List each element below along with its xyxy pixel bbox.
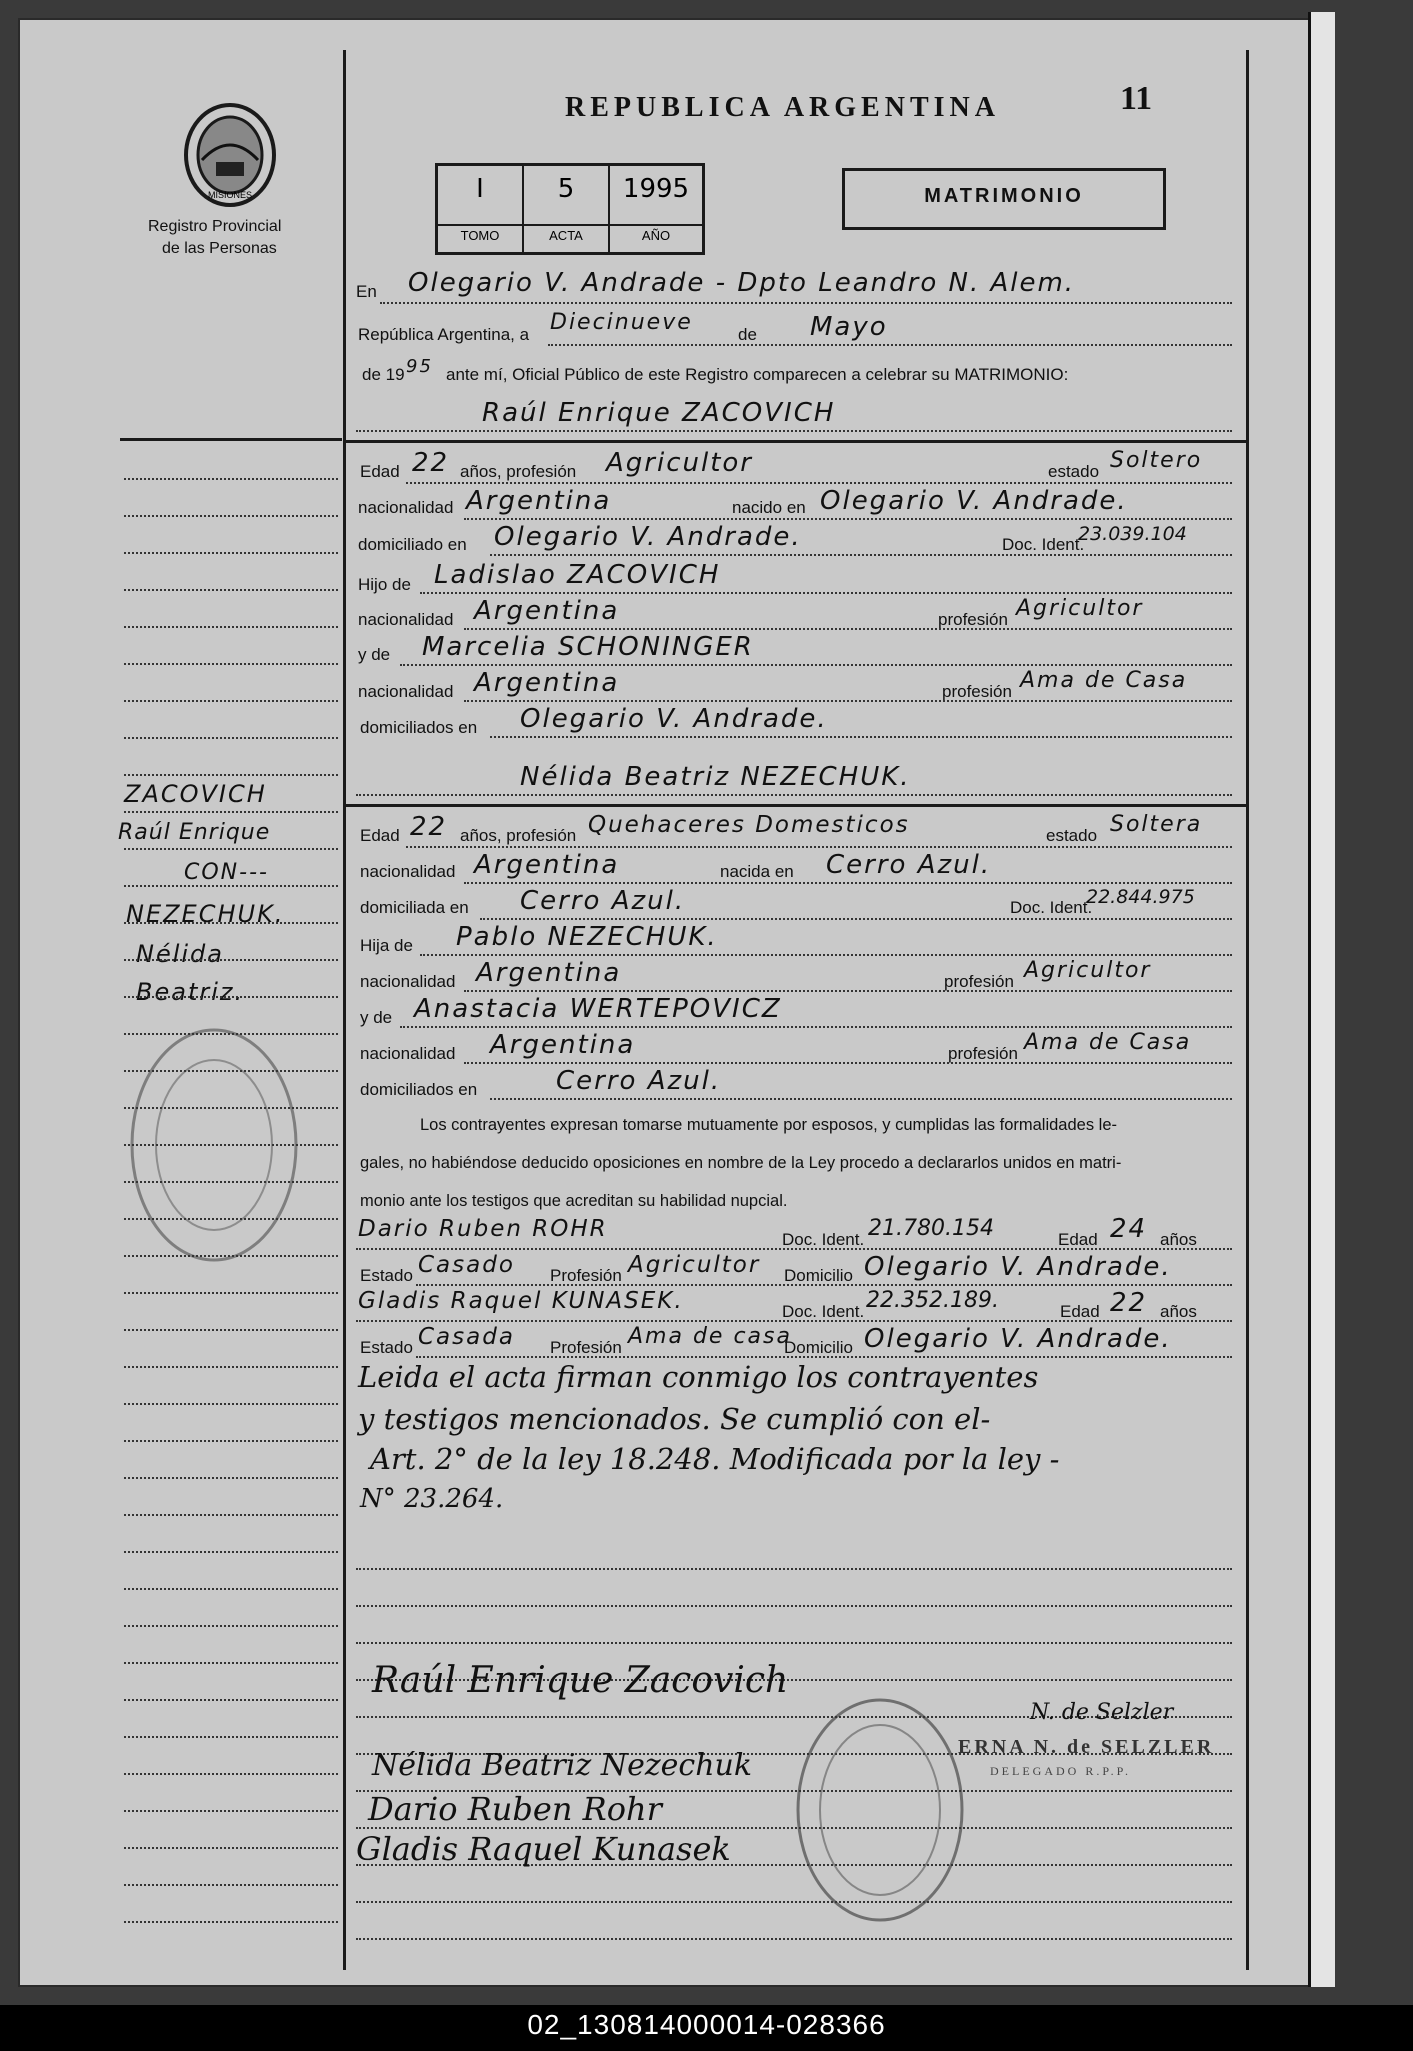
dotted-line bbox=[490, 1098, 1232, 1100]
dotted-line bbox=[124, 848, 338, 850]
groom-padre-nac-label: nacionalidad bbox=[358, 610, 454, 629]
margin-note-line4: NEZECHUK. bbox=[126, 900, 285, 928]
bride-padre-nac-label: nacionalidad bbox=[360, 972, 456, 991]
acta-cell bbox=[524, 166, 610, 252]
acta-box bbox=[435, 163, 705, 255]
right-column-rule bbox=[1246, 50, 1249, 1970]
dotted-line bbox=[356, 1320, 1232, 1322]
groom-edad-label: Edad bbox=[360, 462, 400, 481]
dotted-line bbox=[416, 1356, 1232, 1358]
bride-doc: 22.844.975 bbox=[1086, 886, 1195, 908]
provincial-seal-icon bbox=[180, 100, 280, 210]
dotted-line bbox=[124, 700, 338, 702]
dotted-line bbox=[124, 1662, 338, 1664]
dotted-line bbox=[400, 1026, 1232, 1028]
bride-padre-nac: Argentina bbox=[476, 958, 622, 988]
groom-madre-prof: Ama de Casa bbox=[1020, 668, 1188, 693]
bride-madre-prof-label: profesión bbox=[948, 1044, 1018, 1063]
dotted-line bbox=[124, 1588, 338, 1590]
dotted-line bbox=[124, 663, 338, 665]
dotted-line bbox=[356, 1568, 1232, 1570]
groom-padre-prof-label: profesión bbox=[938, 610, 1008, 629]
register-page bbox=[18, 18, 1312, 1987]
bride-estado: Soltera bbox=[1110, 812, 1203, 837]
day-value: Diecinueve bbox=[550, 310, 693, 335]
witness2-estado: Casada bbox=[418, 1324, 515, 1350]
bride-profesion-label: años, profesión bbox=[460, 826, 577, 845]
witness1-edad: 24 bbox=[1110, 1214, 1148, 1244]
dotted-line bbox=[420, 592, 1232, 594]
dotted-line bbox=[356, 1642, 1232, 1644]
bride-madre-nac: Argentina bbox=[490, 1030, 636, 1060]
bride-yde-label: y de bbox=[360, 1008, 393, 1027]
folio-number: 11 bbox=[1120, 80, 1153, 117]
section-rule bbox=[346, 440, 1246, 443]
dotted-line bbox=[356, 1248, 1232, 1250]
dotted-line bbox=[124, 1329, 338, 1331]
dotted-line bbox=[124, 959, 338, 961]
dotted-line bbox=[124, 1514, 338, 1516]
groom-doc-label: Doc. Ident. bbox=[1002, 535, 1085, 554]
dotted-line bbox=[124, 1440, 338, 1442]
dotted-line bbox=[464, 882, 1232, 884]
bride-nacionalidad: Argentina bbox=[474, 850, 620, 880]
declaration-line2: gales, no habiéndose deducido oposiciones en nombre de la Ley procedo a declararlos unidos en matri- bbox=[360, 1154, 1122, 1172]
dotted-line bbox=[124, 1884, 338, 1886]
dotted-line bbox=[124, 1921, 338, 1923]
groom-nacionalidad: Argentina bbox=[466, 486, 612, 516]
witness2-signature: Gladis Raquel Kunasek bbox=[356, 1830, 731, 1868]
margin-note-line5: Nélida bbox=[136, 940, 224, 968]
groom-madre-nac-label: nacionalidad bbox=[358, 682, 454, 701]
dotted-line bbox=[464, 990, 1232, 992]
witness2-doc-label: Doc. Ident. bbox=[782, 1302, 865, 1321]
bride-madre-prof: Ama de Casa bbox=[1024, 1030, 1192, 1055]
dotted-line bbox=[480, 918, 1232, 920]
bride-nacida-label: nacida en bbox=[720, 862, 794, 881]
dotted-line bbox=[406, 482, 1232, 484]
note-line3: Art. 2° de la ley 18.248. Modificada por la ley - bbox=[370, 1442, 1060, 1476]
witness1-estado-label: Estado bbox=[360, 1266, 413, 1285]
ano-label: AÑO bbox=[641, 228, 671, 243]
witness2-domicilio: Olegario V. Andrade. bbox=[864, 1324, 1172, 1354]
declaration-line3: monio ante los testigos que acreditan su habilidad nupcial. bbox=[360, 1192, 788, 1210]
dotted-line bbox=[124, 922, 338, 924]
witness2-edad: 22 bbox=[1110, 1288, 1148, 1318]
witness1-prof-label: Profesión bbox=[550, 1266, 622, 1285]
witness1-edad-label: Edad bbox=[1058, 1230, 1098, 1249]
ano-value: 1995 bbox=[622, 174, 690, 204]
note-line4: N° 23.264. bbox=[360, 1484, 504, 1514]
ano-cell bbox=[610, 166, 702, 252]
dotted-line bbox=[124, 515, 338, 517]
bride-edad-label: Edad bbox=[360, 826, 400, 845]
groom-doc: 23.039.104 bbox=[1078, 523, 1187, 545]
dotted-line bbox=[490, 554, 1232, 556]
bride-signature: Nélida Beatriz Nezechuk bbox=[372, 1748, 753, 1783]
witness1-signature: Dario Ruben Rohr bbox=[368, 1790, 662, 1828]
officer-stamp-title: DELEGADO R.P.P. bbox=[990, 1764, 1132, 1778]
witness2-estado-label: Estado bbox=[360, 1338, 413, 1357]
dotted-line bbox=[124, 1292, 338, 1294]
image-id: 02_130814000014-028366 bbox=[527, 2009, 886, 2040]
act-type: MATRIMONIO bbox=[924, 185, 1084, 207]
witness2-name: Gladis Raquel KUNASEK. bbox=[358, 1288, 684, 1314]
witness1-domicilio: Olegario V. Andrade. bbox=[864, 1252, 1172, 1282]
witness1-anos-label: años bbox=[1160, 1230, 1197, 1249]
dotted-line bbox=[548, 344, 1232, 346]
groom-nacido: Olegario V. Andrade. bbox=[820, 486, 1128, 516]
act-type-box bbox=[842, 168, 1166, 230]
bride-padre-prof-label: profesión bbox=[944, 972, 1014, 991]
bride-padres-dom-label: domiciliados en bbox=[360, 1080, 478, 1099]
dotted-line bbox=[124, 1403, 338, 1405]
bride-madre: Anastacia WERTEPOVICZ bbox=[414, 994, 782, 1024]
dotted-line bbox=[124, 1736, 338, 1738]
dotted-line bbox=[490, 736, 1232, 738]
witness1-profesion: Agricultor bbox=[628, 1252, 761, 1278]
groom-nacido-label: nacido en bbox=[732, 498, 806, 517]
groom-domicilio: Olegario V. Andrade. bbox=[494, 522, 802, 552]
witness2-anos-label: años bbox=[1160, 1302, 1197, 1321]
witness2-prof-label: Profesión bbox=[550, 1338, 622, 1357]
groom-name: Raúl Enrique ZACOVICH bbox=[482, 398, 836, 428]
bride-padres-dom: Cerro Azul. bbox=[556, 1066, 722, 1096]
tomo-cell bbox=[438, 166, 524, 252]
witness1-dom-label: Domicilio bbox=[784, 1266, 853, 1285]
acta-value: 5 bbox=[557, 174, 575, 204]
groom-profesion: Agricultor bbox=[606, 448, 753, 478]
groom-padre-prof: Agricultor bbox=[1016, 596, 1144, 621]
tomo-value: I bbox=[476, 174, 484, 204]
dotted-line bbox=[464, 518, 1232, 520]
acta-label: ACTA bbox=[549, 228, 583, 243]
groom-padre-nac: Argentina bbox=[474, 596, 620, 626]
dotted-line bbox=[356, 1938, 1232, 1940]
note-line2: y testigos mencionados. Se cumplió con el- bbox=[358, 1402, 991, 1436]
witness1-doc-label: Doc. Ident. bbox=[782, 1230, 865, 1249]
bride-dom-label: domiciliada en bbox=[360, 898, 469, 917]
declaration-line1: Los contrayentes expresan tomarse mutuamente por esposos, y cumplidas las formalidades le- bbox=[420, 1116, 1118, 1134]
bride-estado-label: estado bbox=[1046, 826, 1098, 845]
en-label: En bbox=[356, 282, 377, 301]
month-value: Mayo bbox=[810, 312, 888, 342]
dotted-line bbox=[124, 811, 338, 813]
groom-padre: Ladislao ZACOVICH bbox=[434, 560, 721, 590]
witness2-edad-label: Edad bbox=[1060, 1302, 1100, 1321]
dotted-line bbox=[406, 846, 1232, 848]
dotted-line bbox=[124, 1107, 338, 1109]
tomo-label: TOMO bbox=[460, 228, 500, 243]
dotted-line bbox=[124, 996, 338, 998]
witness1-name: Dario Ruben ROHR bbox=[358, 1216, 608, 1242]
dotted-line bbox=[124, 589, 338, 591]
bride-padre-prof: Agricultor bbox=[1024, 958, 1152, 983]
groom-profesion-label: años, profesión bbox=[460, 462, 577, 481]
dotted-line bbox=[464, 628, 1232, 630]
year-value: 95 bbox=[406, 356, 433, 377]
groom-nac-label: nacionalidad bbox=[358, 498, 454, 517]
witness1-doc: 21.780.154 bbox=[868, 1216, 994, 1241]
dotted-line bbox=[380, 302, 1232, 304]
dotted-line bbox=[124, 1699, 338, 1701]
dotted-line bbox=[124, 1070, 338, 1072]
dotted-line bbox=[124, 1810, 338, 1812]
bride-hija-label: Hija de bbox=[360, 936, 413, 955]
margin-rule bbox=[120, 438, 342, 441]
dotted-line bbox=[416, 1284, 1232, 1286]
bride-nac-label: nacionalidad bbox=[360, 862, 456, 881]
dotted-line bbox=[124, 1181, 338, 1183]
groom-padres-dom-label: domiciliados en bbox=[360, 718, 478, 737]
groom-madre-nac: Argentina bbox=[474, 668, 620, 698]
groom-madre-prof-label: profesión bbox=[942, 682, 1012, 701]
margin-note-line2: Raúl Enrique bbox=[118, 820, 271, 845]
bride-doc-label: Doc. Ident. bbox=[1010, 898, 1093, 917]
bride-madre-nac-label: nacionalidad bbox=[360, 1044, 456, 1063]
bride-domicilio: Cerro Azul. bbox=[520, 886, 686, 916]
margin-note-line6: Beatriz. bbox=[136, 978, 245, 1006]
groom-hijo-label: Hijo de bbox=[358, 575, 411, 594]
bride-profesion: Quehaceres Domesticos bbox=[588, 812, 910, 838]
republica-label: República Argentina, a bbox=[358, 325, 530, 344]
groom-estado-label: estado bbox=[1048, 462, 1100, 481]
witness2-dom-label: Domicilio bbox=[784, 1338, 853, 1357]
dotted-line bbox=[356, 1605, 1232, 1607]
groom-madre: Marcelia SCHONINGER bbox=[422, 632, 754, 662]
dotted-line bbox=[124, 478, 338, 480]
dotted-line bbox=[124, 1255, 338, 1257]
page-title: REPUBLICA ARGENTINA bbox=[565, 92, 1000, 123]
note-line1: Leida el acta firman conmigo los contrayentes bbox=[358, 1360, 1039, 1394]
officer-text: ante mí, Oficial Público de este Registro comparecen a celebrar su MATRIMONIO: bbox=[446, 365, 1069, 384]
groom-edad: 22 bbox=[412, 448, 450, 478]
dotted-line bbox=[124, 1477, 338, 1479]
dotted-line bbox=[124, 1847, 338, 1849]
margin-note-line3: CON--- bbox=[184, 860, 269, 885]
dotted-line bbox=[464, 1062, 1232, 1064]
officer-signature: N. de Selzler bbox=[1030, 1700, 1174, 1725]
page-edge bbox=[1308, 12, 1335, 1987]
place-value: Olegario V. Andrade - Dpto Leandro N. Alem. bbox=[408, 268, 1076, 298]
dotted-line bbox=[124, 1366, 338, 1368]
section-rule bbox=[346, 804, 1246, 807]
registry-stamp-icon bbox=[790, 1690, 970, 1930]
groom-signature: Raúl Enrique Zacovich bbox=[372, 1660, 789, 1701]
dotted-line bbox=[124, 1551, 338, 1553]
bride-edad: 22 bbox=[410, 812, 448, 842]
dotted-line bbox=[124, 1218, 338, 1220]
groom-padres-dom: Olegario V. Andrade. bbox=[520, 704, 828, 734]
dotted-line bbox=[400, 664, 1232, 666]
bride-padre: Pablo NEZECHUK. bbox=[456, 922, 718, 952]
seal-text: MISIONES bbox=[207, 190, 253, 200]
groom-estado: Soltero bbox=[1110, 448, 1203, 473]
left-column-rule bbox=[343, 50, 346, 1970]
dotted-line bbox=[124, 552, 338, 554]
dotted-line bbox=[356, 430, 1232, 432]
margin-note-line1: ZACOVICH bbox=[124, 780, 267, 808]
dotted-line bbox=[464, 700, 1232, 702]
dotted-line bbox=[124, 1625, 338, 1627]
officer-stamp-name: ERNA N. de SELZLER bbox=[958, 1736, 1215, 1758]
groom-yde-label: y de bbox=[358, 645, 391, 664]
dotted-line bbox=[124, 774, 338, 776]
dotted-line bbox=[124, 737, 338, 739]
witness1-estado: Casado bbox=[418, 1252, 515, 1278]
registry-line2: de las Personas bbox=[162, 240, 277, 257]
de-label: de bbox=[738, 325, 757, 344]
year-prefix: de 19 bbox=[362, 365, 405, 384]
dotted-line bbox=[124, 626, 338, 628]
bride-name: Nélida Beatriz NEZECHUK. bbox=[520, 762, 911, 792]
witness2-doc: 22.352.189. bbox=[866, 1288, 999, 1313]
registry-line1: Registro Provincial bbox=[148, 218, 282, 235]
dotted-line bbox=[124, 1144, 338, 1146]
dotted-line bbox=[124, 1773, 338, 1775]
dotted-line bbox=[420, 954, 1232, 956]
dotted-line bbox=[124, 885, 338, 887]
dotted-line bbox=[356, 794, 1232, 796]
groom-dom-label: domiciliado en bbox=[358, 535, 467, 554]
witness2-profesion: Ama de casa bbox=[628, 1324, 792, 1349]
dotted-line bbox=[124, 1033, 338, 1035]
bride-nacida: Cerro Azul. bbox=[826, 850, 992, 880]
